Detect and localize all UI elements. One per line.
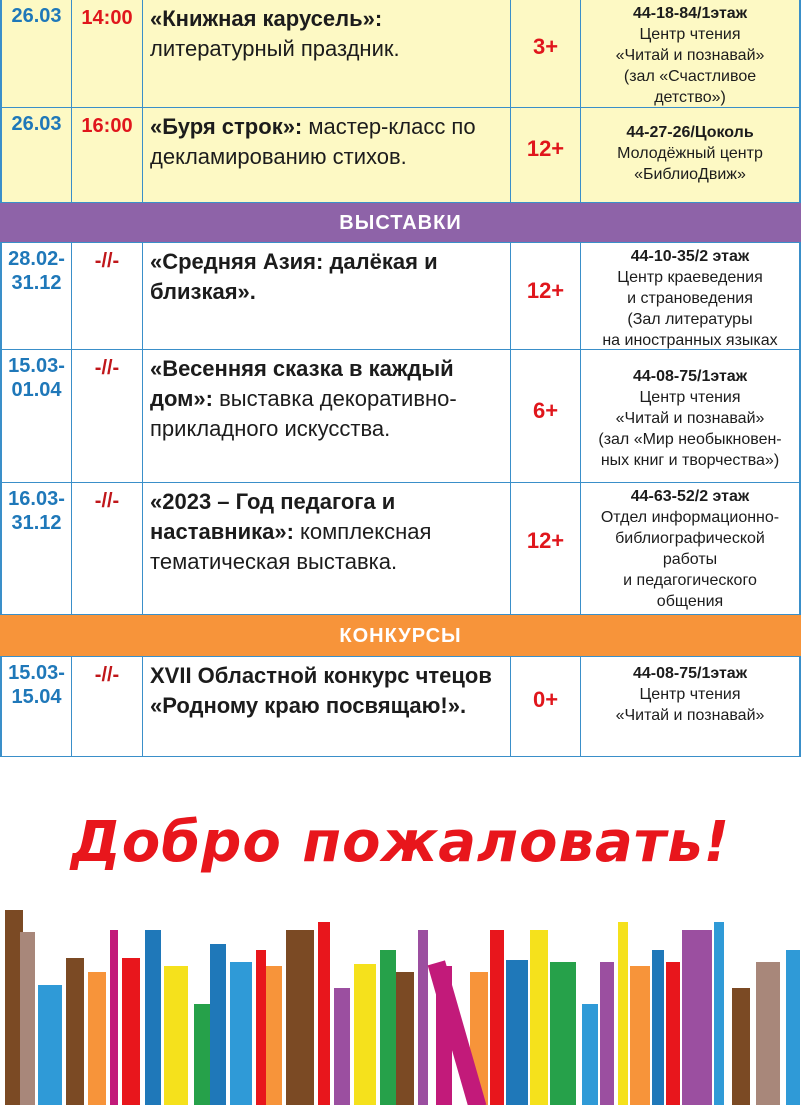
book-spine [652,950,664,1105]
place-line: (зал «Мир необыкновен- [598,431,782,448]
section-header-contests [0,615,801,657]
place-line: и педагогического [623,572,757,589]
book-spine [66,958,84,1105]
book-spine [506,960,528,1105]
event-date: 15.03- 15.04 [8,662,65,708]
event-time: -//- [94,250,120,272]
event-title-bold: «Буря строк»: [150,114,303,139]
place-line: библиографической [615,530,765,547]
book-spine [380,950,396,1105]
phone-floor: 44-10-35/2 этаж [630,248,750,265]
bookshelf-illustration [0,900,801,1105]
table-row [0,243,801,350]
phone-floor: 44-08-75/1этаж [632,665,748,682]
table-row [0,350,801,483]
place-line: работы [662,551,718,568]
event-title [143,0,510,64]
event-place [581,657,799,726]
book-spine [122,958,140,1105]
age-rating: 12+ [526,136,565,161]
place-line: Отдел информационно- [600,509,780,526]
place-line: «Читай и познавай» [615,410,765,427]
event-time: 14:00 [81,7,133,29]
book-spine [666,962,680,1105]
event-title-bold: «2023 – Год педагога и наставника»: [150,489,396,544]
phone-floor: 44-27-26/Цоколь [626,124,754,141]
event-title-rest: комплексная тематическая выставка. [150,519,432,574]
event-time: -//- [94,490,120,512]
book-spine [396,972,414,1105]
book-spine [110,930,118,1105]
place-line: Центр краеведения [617,269,763,286]
event-title-rest: мастер-класс по декламированию стихов. [150,114,476,169]
phone-floor: 44-63-52/2 этаж [630,488,750,505]
book-spine [230,962,252,1105]
book-spine [618,922,628,1105]
place-line: детство») [654,89,726,106]
place-line: Центр чтения [639,26,741,43]
book-spine [682,930,712,1105]
age-rating: 6+ [532,398,559,423]
book-spine [88,972,106,1105]
book-spine [600,962,614,1105]
book-spine [318,922,330,1105]
book-spine [334,988,350,1105]
book-spine [714,922,724,1105]
age-rating: 12+ [526,278,565,303]
event-date: 16.03- 31.12 [8,488,65,534]
event-title [143,483,510,577]
place-line: общения [656,593,724,610]
book-spine [582,1004,598,1105]
event-time: -//- [94,357,120,379]
book-spine [550,962,576,1105]
table-row [0,0,801,108]
place-line: Центр чтения [639,389,741,406]
event-title [143,350,510,444]
book-spine [145,930,161,1105]
book-spine [194,1004,210,1105]
section-title: ВЫСТАВКИ [339,212,462,234]
event-title [143,108,510,172]
section-header-exhibitions [0,203,801,243]
place-line: «БиблиоДвиж» [634,166,746,183]
event-title-rest: литературный праздник. [150,36,400,61]
event-date: 15.03- 01.04 [8,355,65,401]
book-spine [354,964,376,1105]
place-line: на иностранных языках [602,332,778,349]
event-date: 26.03 [11,113,62,135]
book-spine [630,966,650,1105]
event-place [581,243,799,351]
event-place [581,350,799,471]
event-title [143,657,510,721]
age-rating: 3+ [532,34,559,59]
book-spine [732,988,750,1105]
phone-floor: 44-08-75/1этаж [632,368,748,385]
book-spine [786,950,800,1105]
age-rating: 0+ [532,687,559,712]
event-place [581,483,799,612]
table-row [0,108,801,203]
welcome-heading: Добро пожаловать! [70,810,731,875]
event-title-bold: XVII Областной конкурс чтецов «Родному краю посвящаю!». [150,663,492,718]
book-spine [38,985,62,1105]
book-spine [20,932,35,1105]
book-spine [210,944,226,1105]
book-spine [266,966,282,1105]
event-date: 28.02- 31.12 [8,248,65,294]
section-title: КОНКУРСЫ [339,625,462,647]
event-time: -//- [94,664,120,686]
book-spine [490,930,504,1105]
book-spine [256,950,266,1105]
table-row [0,657,801,757]
event-title-bold: «Средняя Азия: далёкая и близкая». [150,249,438,304]
event-date: 26.03 [11,5,62,27]
event-title-rest: выставка декоративно-прикладного искусства. [150,386,457,441]
place-line: (зал «Счастливое [623,68,757,85]
book-spine [164,966,188,1105]
event-place [581,0,799,108]
place-line: (Зал литературы [627,311,753,328]
place-line: Центр чтения [639,686,741,703]
event-place [581,108,799,185]
event-title [143,243,510,307]
place-line: Молодёжный центр [617,145,763,162]
book-spine [530,930,548,1105]
book-spine [756,962,780,1105]
phone-floor: 44-18-84/1этаж [632,5,748,22]
place-line: «Читай и познавай» [615,707,765,724]
table-row [0,483,801,615]
age-rating: 12+ [526,528,565,553]
event-title-bold: «Книжная карусель»: [150,6,383,31]
book-spine [286,930,314,1105]
book-spine [418,930,428,1105]
event-title-bold: «Весенняя сказка в каждый дом»: [150,356,454,411]
place-line: и страноведения [627,290,753,307]
event-time: 16:00 [81,115,133,137]
place-line: «Читай и познавай» [615,47,765,64]
place-line: ных книг и творчества») [600,452,780,469]
